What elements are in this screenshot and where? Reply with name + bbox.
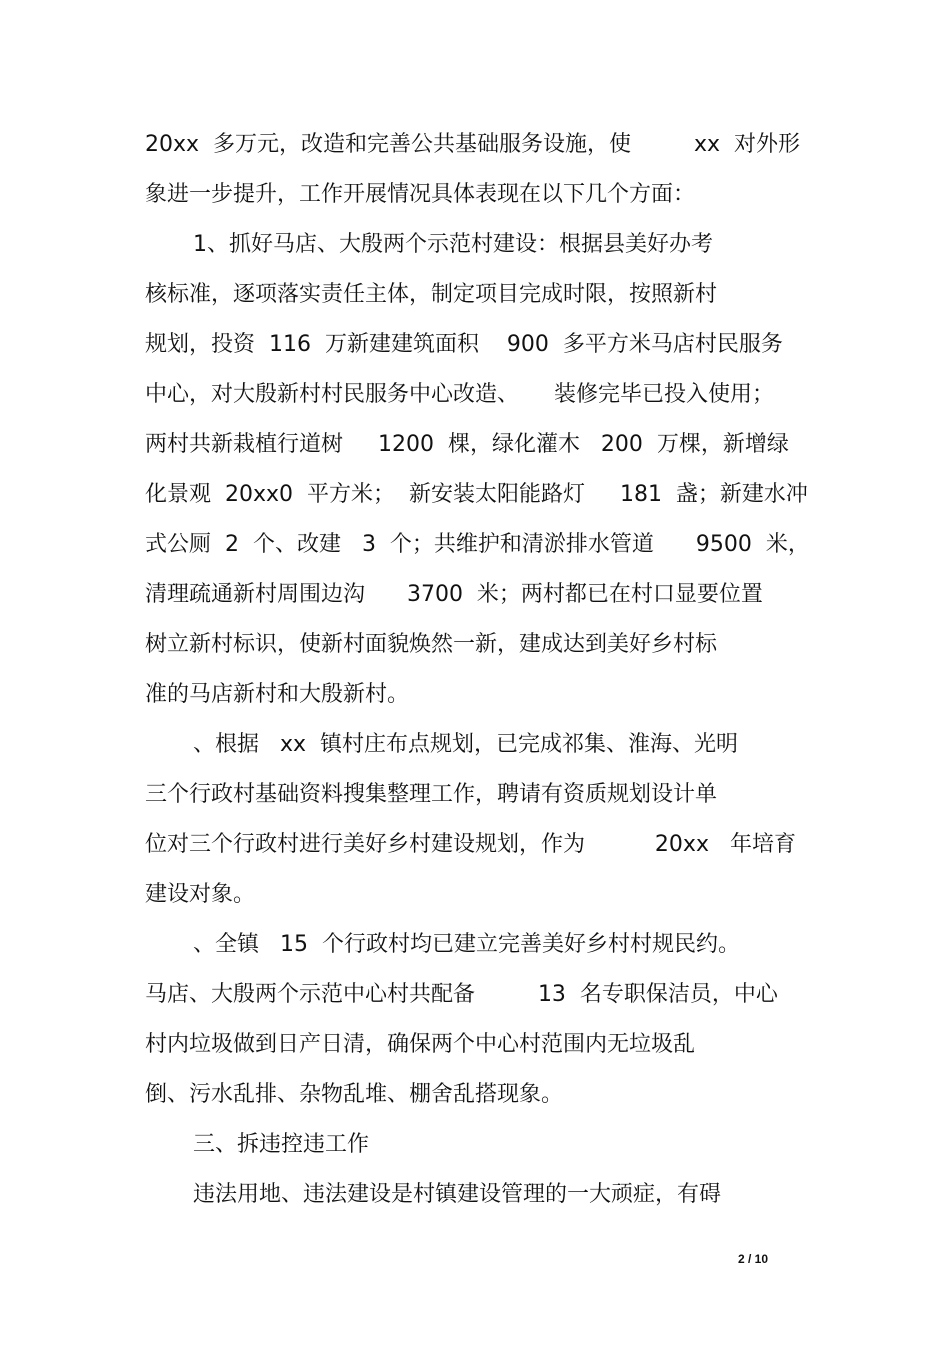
text-line: 化景观 20xx0 平方米； 新安装太阳能路灯 181 盏；新建水冲 <box>145 482 808 507</box>
text-line: 两村共新栽植行道树 1200 棵，绿化灌木 200 万棵，新增绿 <box>145 432 789 457</box>
text-line: 位对三个行政村进行美好乡村建设规划，作为 20xx 年培育 <box>145 832 796 857</box>
page-number: 2 / 10 <box>738 1252 769 1266</box>
text-line: 马店、大殷两个示范中心村共配备 13 名专职保洁员，中心 <box>145 982 778 1007</box>
text-line: 式公厕 2 个、改建 3 个；共维护和清淤排水管道 9500 米， <box>145 532 810 557</box>
text-line: 1、抓好马店、大殷两个示范村建设：根据县美好办考 <box>193 232 713 257</box>
text-line: 三个行政村基础资料搜集整理工作，聘请有资质规划设计单 <box>145 782 718 807</box>
text-line: 核标准，逐项落实责任主体，制定项目完成时限，按照新村 <box>145 282 718 307</box>
text-line: 象进一步提升，工作开展情况具体表现在以下几个方面： <box>145 182 696 207</box>
text-line: 违法用地、违法建设是村镇建设管理的一大顽症，有碍 <box>193 1182 722 1207</box>
text-line: 村内垃圾做到日产日清，确保两个中心村范围内无垃圾乱 <box>145 1032 696 1057</box>
text-line: 、全镇 15 个行政村均已建立完善美好乡村村规民约。 <box>193 932 740 957</box>
text-line: 规划，投资 116 万新建建筑面积 900 多平方米马店村民服务 <box>145 332 783 357</box>
section-heading: 三、拆违控违工作 <box>193 1132 370 1157</box>
text-line: 20xx 多万元，改造和完善公共基础服务设施，使 xx 对外形 <box>145 132 800 157</box>
text-line: 准的马店新村和大殷新村。 <box>145 682 410 707</box>
text-line: 、根据 xx 镇村庄布点规划，已完成祁集、淮海、光明 <box>193 732 739 757</box>
text-line: 中心，对大殷新村村民服务中心改造、 装修完毕已投入使用； <box>145 382 774 407</box>
text-line: 建设对象。 <box>145 882 256 907</box>
text-line: 清理疏通新村周围边沟 3700 米；两村都已在村口显要位置 <box>145 582 763 607</box>
text-line: 树立新村标识，使新村面貌焕然一新，建成达到美好乡村标 <box>145 632 718 657</box>
text-line: 倒、污水乱排、杂物乱堆、棚舍乱搭现象。 <box>145 1082 564 1107</box>
